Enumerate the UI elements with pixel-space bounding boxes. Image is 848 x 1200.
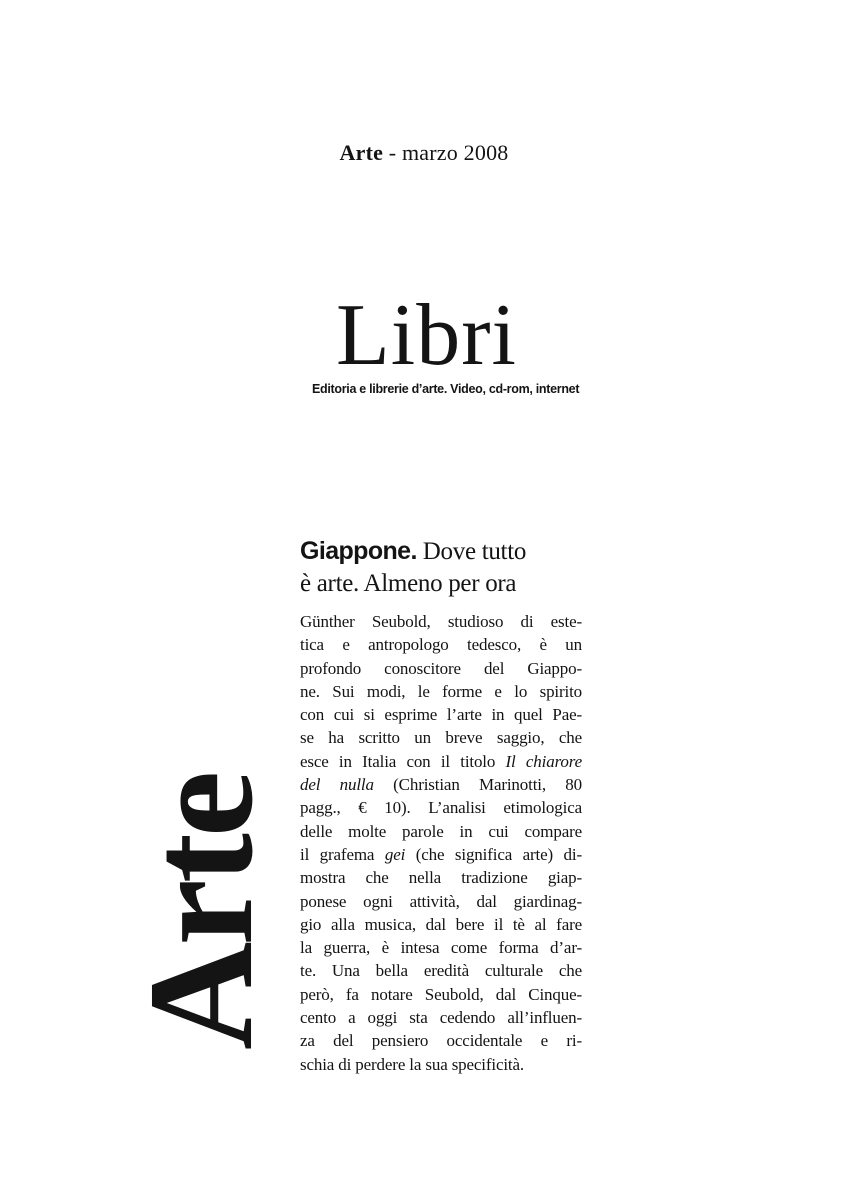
body-line: Günther Seubold, studioso di este- <box>300 612 582 631</box>
headline-line1-rest: Dove tutto <box>422 538 527 565</box>
body-line: gio alla musica, dal bere il tè al fare <box>300 914 582 934</box>
body-text-run: (che significa arte) di- <box>415 844 582 864</box>
book-title-italic: Il chiarore <box>505 751 582 771</box>
body-text-run: (Christian Marinotti, 80 <box>393 775 582 795</box>
body-line: pagg., € 10). L’analisi etimologica <box>300 798 582 818</box>
body-line <box>300 773 582 796</box>
body-line: delle molte parole in cui compare <box>300 821 582 841</box>
body-line <box>300 843 582 866</box>
article-headline <box>300 535 590 600</box>
headline-kicker: Giappone. <box>300 537 417 565</box>
body-text-run: il grafema <box>300 844 375 864</box>
masthead-date: marzo 2008 <box>402 140 509 165</box>
body-line: però, fa notare Seubold, dal Cinque- <box>300 984 582 1004</box>
body-text-run: esce in Italia con il titolo <box>300 751 496 771</box>
book-title-italic: del nulla <box>300 775 374 795</box>
body-line: cento a oggi sta cedendo all’influen- <box>300 1008 582 1028</box>
section-subtitle: Editoria e librerie d’arte. Video, cd-rom, internet <box>312 382 580 396</box>
masthead-separator: - <box>388 140 397 165</box>
body-line: ponese ogni attività, dal giardinag- <box>300 891 582 911</box>
body-line: za del pensiero occidentale e ri- <box>300 1031 582 1051</box>
body-line: te. Una bella eredità culturale che <box>300 961 582 981</box>
body-line: schia di perdere la sua specificità. <box>300 1054 524 1074</box>
body-line: con cui si esprime l’arte in quel Pae- <box>300 705 582 725</box>
body-line: ne. Sui modi, le forme e lo spirito <box>300 681 582 701</box>
body-line: tica e antropologo tedesco, è un <box>300 635 582 655</box>
vertical-section-label: Arte <box>118 774 284 1050</box>
masthead <box>0 140 848 166</box>
body-line: se ha scritto un breve saggio, che <box>300 728 582 748</box>
body-line: la guerra, è intesa come forma d’ar- <box>300 938 582 958</box>
headline-line2: è arte. Almeno per ora <box>300 570 517 597</box>
masthead-publication: Arte <box>339 140 384 165</box>
article-body <box>300 610 582 1076</box>
body-line <box>300 750 582 773</box>
term-italic: gei <box>384 844 406 864</box>
body-line: mostra che nella tradizione giap- <box>300 868 582 888</box>
body-line: profondo conoscitore del Giappo- <box>300 658 582 678</box>
section-title: Libri <box>336 287 517 384</box>
